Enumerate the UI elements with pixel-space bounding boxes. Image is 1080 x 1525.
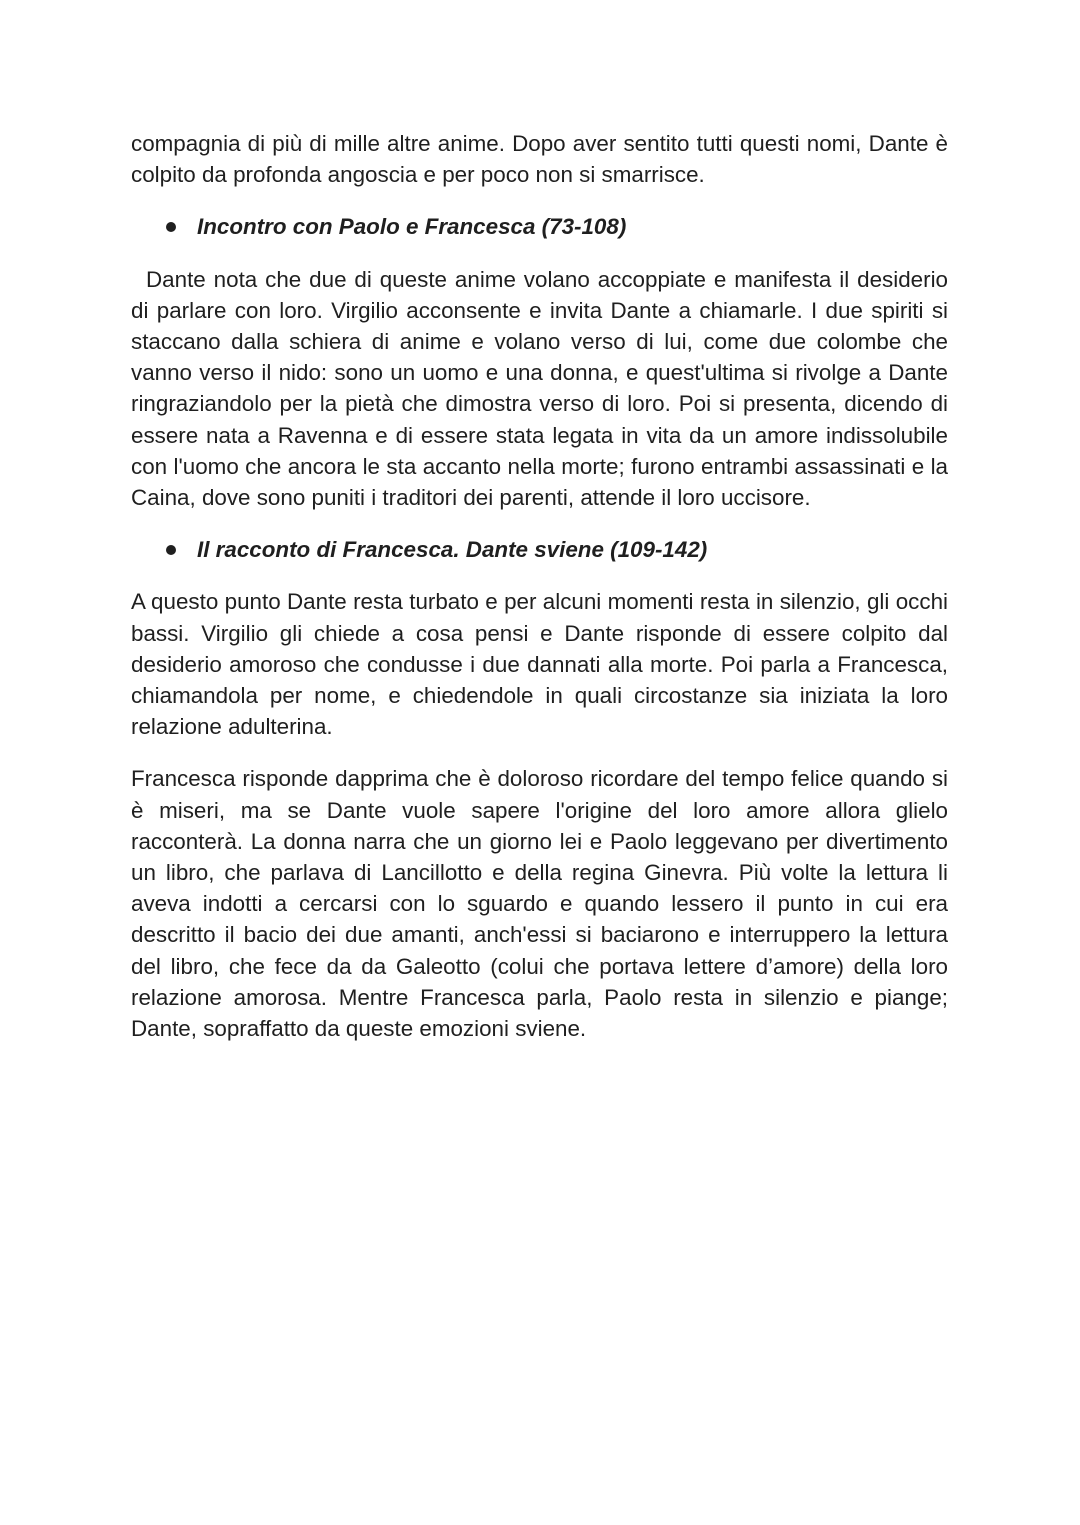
paragraph-incontro: Dante nota che due di queste anime volano accoppiate e manifesta il desiderio di parlare con loro. Virgilio acconsente e invita Dante a chiamarle. I due spiriti si staccano dalla schiera di anime e volano verso di lui, come due colombe che vanno verso il nido: sono un uomo e una donna, e quest'ultima si rivolge a Dante ringraziandolo per la pietà che dimostra verso di loro. Poi si presenta, dicendo di essere nata a Ravenna e di essere stata legata in vita da un amore indissolubile con l'uomo che ancora le sta accanto nella morte; furono entrambi assassinati e la Caina, dove sono puniti i traditori dei parenti, attende il loro uccisore. — [131, 266, 948, 511]
section-heading-text: Il racconto di Francesca. Dante sviene (109-142) — [197, 537, 708, 563]
section-heading-text: Incontro con Paolo e Francesca (73-108) — [197, 214, 627, 240]
paragraph-racconto-1: A questo punto Dante resta turbato e per alcuni momenti resta in silenzio, gli occhi bassi. Virgilio gli chiede a cosa pensi e Dante risponde di essere colpito dal desiderio amoroso che condusse i due dannati alla morte. Poi parla a Francesca, chiamandola per nome, e chiedendole in quali circostanze sia iniziata la loro relazione adulterina. — [131, 589, 948, 740]
paragraph-racconto-2: Francesca risponde dapprima che è doloroso ricordare del tempo felice quando si è miseri, ma se Dante vuole sapere l'origine del loro amore allora glielo racconterà. La donna narra che un giorno lei e Paolo leggevano per divertimento un libro, che parlava di Lancillotto e della regina Ginevra. Più volte la lettura li aveva indotti a cercarsi con lo sguardo e quando lessero il punto in cui era descritto il bacio dei due amanti, anch'essi si baciarono e interruppero la lettura del libro, che fece da da Galeotto (colui che portava lettere d’amore) della loro relazione amorosa. Mentre Francesca parla, Paolo resta in silenzio e piange; Dante, sopraffatto da queste emozioni sviene. — [131, 766, 948, 1042]
bullet-icon — [166, 545, 176, 555]
intro-paragraph: compagnia di più di mille altre anime. Dopo aver sentito tutti questi nomi, Dante è colpito da profonda angoscia e per poco non si smarrisce. — [131, 131, 948, 188]
document-content — [131, 128, 948, 1044]
section-heading-incontro — [131, 211, 948, 242]
section-heading-racconto — [131, 534, 948, 565]
bullet-icon — [166, 222, 176, 232]
